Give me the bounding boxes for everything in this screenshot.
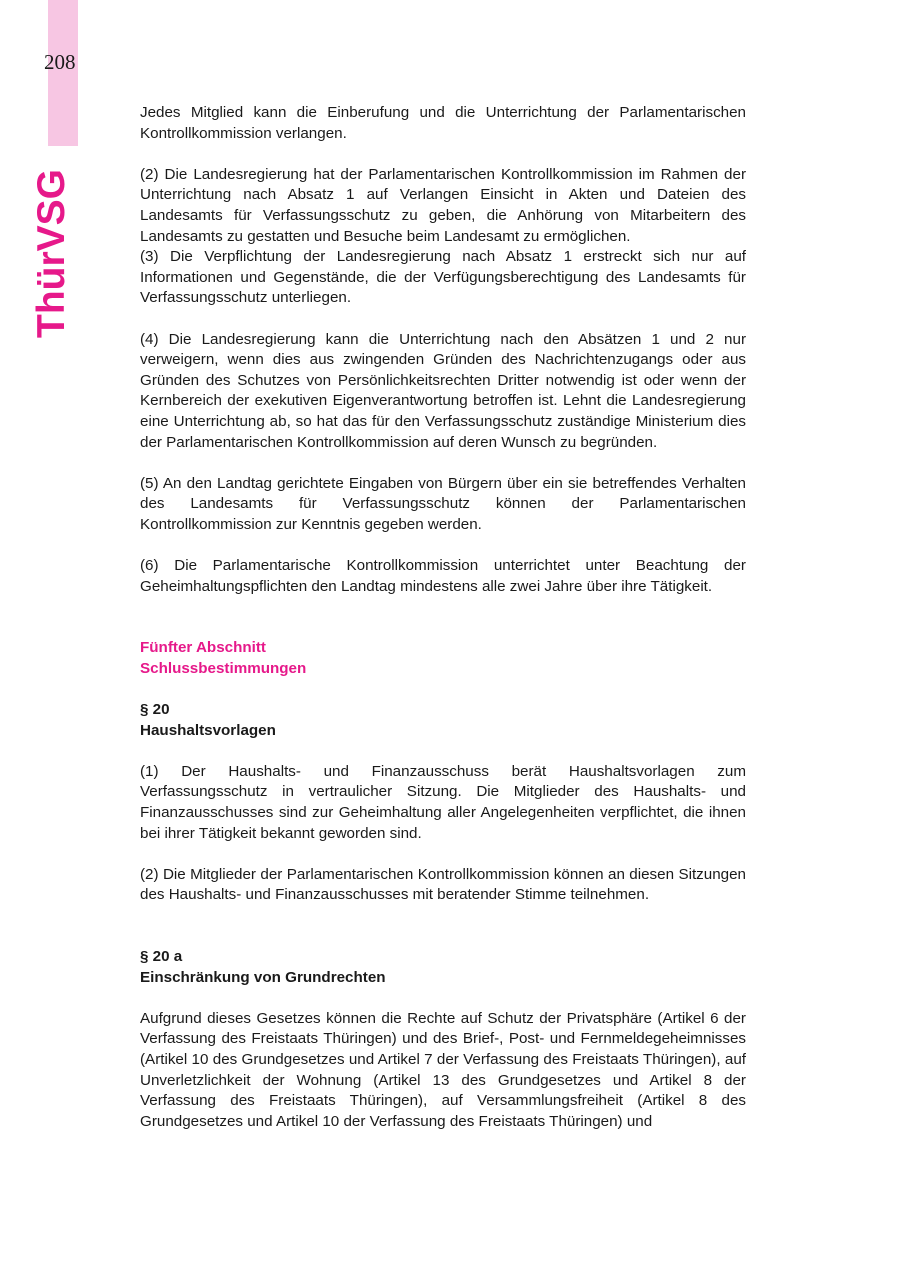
document-body: [140, 103, 746, 1132]
section-title-heading: Schlussbestimmungen: [140, 659, 307, 677]
paragraph-intro: Jedes Mitglied kann die Einberufung und die Unterrichtung der Parlamentarischen Kontrollkommission verlangen.: [140, 104, 746, 142]
par20a-paragraph-1: Aufgrund dieses Gesetzes können die Rechte auf Schutz der Privatsphäre (Artikel 6 der Verfassung des Freistaats Thüringen) und des Brief-, Post- und Fernmeldegeheimnisses (Artikel 10 des Grundgesetzes und Artikel 7 der Verfassung des Freistaats Thüringen), auf Unverletzlichkeit der Wohnung (Artikel 13 des Grundgesetzes und Artikel 8 der Verfassung des Freistaats Thüringen), auf Versammlungsfreiheit (Artikel 8 des Grundgesetzes und Artikel 10 der Verfassung des Freistaats Thüringen) und: [140, 1009, 746, 1130]
par20-number: § 20: [140, 701, 170, 719]
par20-heading: [140, 700, 746, 741]
par20a-title: Einschränkung von Grundrechten: [140, 968, 386, 986]
paragraph-6: (6) Die Parlamentarische Kontrollkommission unterrichtet unter Beachtung der Geheimhaltungspflichten den Landtag mindestens alle zwei Jahre über ihre Tätigkeit.: [140, 557, 746, 595]
par20a-number: § 20 a: [140, 947, 183, 965]
paragraph-4: (4) Die Landesregierung kann die Unterrichtung nach den Absätzen 1 und 2 nur verweigern, wenn dies aus zwingenden Gründen des Nachrichtenzugangs oder aus Gründen des Schutzes von Persönlichkeitsrechten Dritter notwendig ist oder wenn der Kernbereich der exekutiven Eigenverantwortung betroffen ist. Lehnt die Landesregierung eine Unterrichtung ab, so hat das für den Verfassungsschutz zuständige Ministerium dies der Parlamentarischen Kontrollkommission auf deren Wunsch zu begründen.: [140, 330, 746, 451]
paragraph-2: (2) Die Landesregierung hat der Parlamentarischen Kontrollkommission im Rahmen der Unterrichtung nach Absatz 1 auf Verlangen Einsicht in Akten und Dateien des Landesamts für Verfassungsschutz zu geben, die Anhörung von Mitarbeitern des Landesamts zu gestatten und Besuche beim Landesamt zu ermöglichen.: [140, 165, 746, 245]
page-number: 208: [44, 50, 76, 74]
section-heading-block: [140, 638, 746, 679]
par20-paragraph-2: (2) Die Mitglieder der Parlamentarischen Kontrollkommission können an diesen Sitzungen des Haushalts- und Finanzausschusses mit beratender Stimme teilnehmen.: [140, 865, 746, 904]
section-number-heading: Fünfter Abschnitt: [140, 639, 266, 657]
par20-paragraph-1: (1) Der Haushalts- und Finanzausschuss berät Haushaltsvorlagen zum Verfassungsschutz in vertraulicher Sitzung. Die Mitglieder des Haushalts- und Finanzausschusses sind zur Geheimhaltung aller Angelegenheiten verpflichtet, die ihnen bei ihrer Tätigkeit bekannt geworden sind.: [140, 762, 746, 842]
par20-title: Haushaltsvorlagen: [140, 721, 276, 739]
side-title: ThürVSG: [30, 168, 73, 338]
par20a-heading: [140, 947, 746, 988]
paragraph-3: (3) Die Verpflichtung der Landesregierung nach Absatz 1 erstreckt sich nur auf Informationen und Gegenstände, die der Verfügungsberechtigung des Landesamts für Verfassungsschutz unterliegen.: [140, 248, 746, 307]
paragraph-5: (5) An den Landtag gerichtete Eingaben von Bürgern über ein sie betreffendes Verhalten des Landesamts für Verfassungsschutz können der Parlamentarischen Kontrollkommission zur Kenntnis gegeben werden.: [140, 474, 746, 533]
